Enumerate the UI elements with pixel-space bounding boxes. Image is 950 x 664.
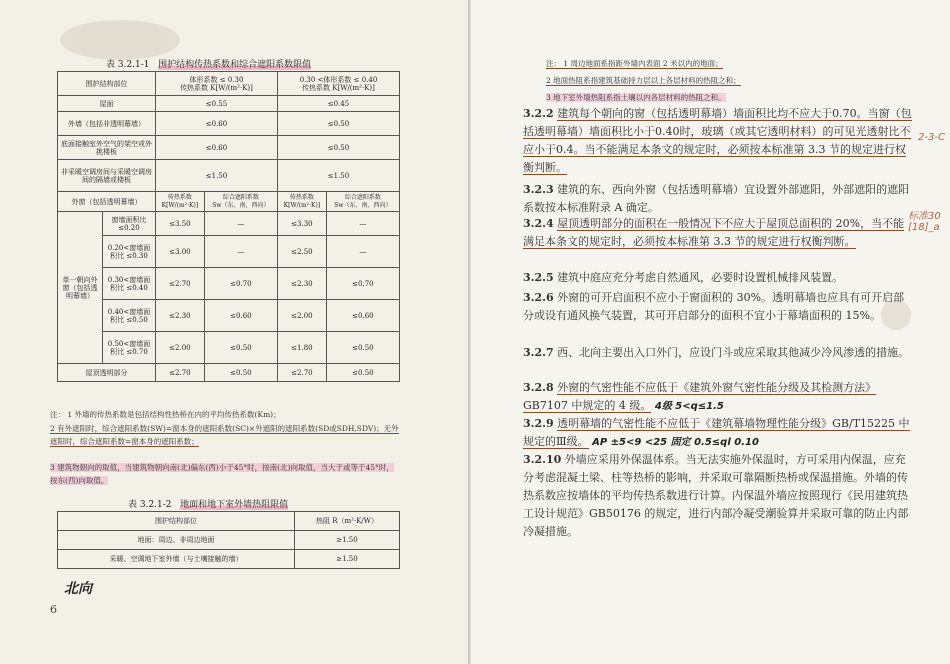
ratio-label: 0.40<窗墙面积比 ≤0.50 <box>103 300 156 332</box>
cell-value: ≤2.70 <box>156 268 205 300</box>
clause-3-2-4 <box>523 215 913 251</box>
table-row <box>58 364 400 382</box>
handwritten-signature: 北向 <box>64 581 92 597</box>
cell-value: — <box>326 212 399 236</box>
table1-note-3 <box>50 461 400 487</box>
clause-text: 透明幕墙的气密性能不应低于《建筑幕墙物理性能分级》GB/T15225 中规定的Ⅲ级。 <box>523 417 910 448</box>
page-number: 6 <box>50 603 57 616</box>
clause-3-2-2 <box>523 105 913 177</box>
cell-value: — <box>204 212 277 236</box>
clause-number: 3.2.4 <box>523 217 554 230</box>
clause-3-2-3 <box>523 181 913 217</box>
clause-text: 建筑每个朝向的窗（包括透明幕墙）墙面积比均不应大于0.70。当窗（包括透明幕墙）墙面积比小于0.40时，玻璃（或其它透明材料）的可见光透射比不应小于0.4。当不能满足本条文的规定时，必须按本标准第 3.3 节的规定进行权衡判断。 <box>523 107 912 174</box>
table2-header-value: 热阻 R（m²·K/W） <box>295 512 400 531</box>
table-row <box>58 192 400 212</box>
table-row <box>58 160 400 192</box>
cell-value: ≤3.30 <box>277 212 326 236</box>
margin-note: 标准30 [18]_a <box>908 211 941 233</box>
table-row <box>58 96 400 112</box>
row-label: 外墙（包括非透明幕墙） <box>58 112 156 136</box>
clause-3-2-6 <box>523 289 913 325</box>
table-row <box>58 112 400 136</box>
cell-value: ≤0.50 <box>277 136 399 160</box>
cell-value: ≤0.60 <box>326 300 399 332</box>
cell-value: ≤3.50 <box>156 212 205 236</box>
clause-3-2-7 <box>523 344 913 362</box>
clause-3-2-10 <box>523 451 913 541</box>
row-label: 非采暖空调房间与采暖空调房间的隔墙或楼板 <box>58 160 156 192</box>
left-page <box>0 0 470 664</box>
table2-note-3 <box>546 91 936 104</box>
table1-caption <box>106 57 311 70</box>
cell-value: ≥1.50 <box>295 531 400 550</box>
table2-note-2 <box>546 74 936 87</box>
row-label: 底面接触室外空气的架空或外挑楼板 <box>58 136 156 160</box>
table2-note-1 <box>546 57 936 70</box>
table-row <box>58 268 400 300</box>
cell-value: — <box>326 236 399 268</box>
note-text: 3 建筑物朝向的取值，当建筑物朝向南(北)偏东(西)小于45°时，按南(北)向取值，当大于或等于45°时，按东(西)向取值。 <box>50 463 394 485</box>
cell-value: ≤2.70 <box>156 364 205 382</box>
clause-3-2-5 <box>523 269 913 287</box>
clause-number: 3.2.3 <box>523 183 554 196</box>
table1-note-1: 注： 1 外墙的传热系数是包括结构性热桥在内的平均传热系数(Km)； <box>50 410 281 419</box>
page-smudge <box>60 20 180 60</box>
subheader-k: 传热系数 K[W/(m²·K)] <box>277 192 326 212</box>
handwritten-note: 4级 5<q≤1.5 <box>654 401 724 412</box>
row-label: 地面：周边、非周边地面 <box>58 531 295 550</box>
cell-value: ≤0.50 <box>326 364 399 382</box>
subheader-k: 传热系数 K[W/(m²·K)] <box>156 192 205 212</box>
subheader-sw: 综合遮阳系数 Sw（东、南、西向） <box>204 192 277 212</box>
table2-header-part: 围护结构部位 <box>58 512 295 531</box>
clause-number: 3.2.5 <box>523 271 554 284</box>
table1-header-col1: 体形系数 ≤ 0.30 传热系数 K[W/(m²·K)] <box>156 72 278 96</box>
thermal-resistance-table <box>57 511 400 569</box>
margin-note: 2-3-C <box>918 132 945 143</box>
clause-number: 3.2.9 <box>523 417 554 430</box>
cell-value: ≤0.55 <box>156 96 278 112</box>
table-row <box>58 531 400 550</box>
row-label: 屋顶透明部分 <box>58 364 156 382</box>
cell-value: ≤0.50 <box>326 332 399 364</box>
subheader-sw: 综合遮阳系数 Sw（东、南、西向） <box>326 192 399 212</box>
cell-value: — <box>204 236 277 268</box>
row-label: 采暖、空调地下室外墙（与土壤接触的墙） <box>58 550 295 569</box>
cell-value: ≤0.60 <box>156 136 278 160</box>
cell-value: ≤0.70 <box>326 268 399 300</box>
note-text: 2 有外遮阳时，综合遮阳系数(SW)=窗本身的遮阳系数(SC)×外遮阳的遮阳系数(SD或SDH,SDV)；无外遮阳时，综合遮阳系数=窗本身的遮阳系数； <box>50 424 399 446</box>
cell-value: ≤1.50 <box>277 160 399 192</box>
ratio-label: 0.50<窗墙面积比 ≤0.70 <box>103 332 156 364</box>
cell-value: ≤1.80 <box>277 332 326 364</box>
right-page <box>471 0 950 664</box>
note-text: 3 地下室外墙热阻系指土壤以内各层材料的热阻之和。 <box>546 93 726 102</box>
cell-value: ≥1.50 <box>295 550 400 569</box>
cell-value: ≤0.60 <box>204 300 277 332</box>
table2-title: 地面和地下室外墙热阻限值 <box>180 500 289 510</box>
ratio-label: 0.30<窗墙面积比 ≤0.40 <box>103 268 156 300</box>
table1-number: 表 3.2.1-1 <box>106 60 150 70</box>
table-row <box>58 300 400 332</box>
ratio-label: 窗墙面积比 ≤0.20 <box>103 212 156 236</box>
clause-3-2-8 <box>523 379 913 416</box>
table1-header-col2: 0.30 <体形系数 ≤ 0.40 传热系数 K[W/(m²·K)] <box>277 72 399 96</box>
cell-value: ≤0.70 <box>204 268 277 300</box>
cell-value: ≤2.00 <box>277 300 326 332</box>
note-text: 2 地面热阻系指建筑基础持力层以上各层材料的热阻之和； <box>546 76 741 85</box>
cell-value: ≤2.00 <box>156 332 205 364</box>
clause-text: 建筑中庭应充分考虑自然通风，必要时设置机械排风装置。 <box>557 271 844 284</box>
cell-value: ≤0.50 <box>204 332 277 364</box>
cell-value: ≤0.45 <box>277 96 399 112</box>
clause-text: 外窗的气密性能不应低于《建筑外窗气密性能分级及其检测方法》GB7107 中规定的 4 级。 <box>523 381 877 412</box>
table2-number: 表 3.2.1-2 <box>128 500 172 510</box>
row-label: 屋面 <box>58 96 156 112</box>
cell-value: ≤0.60 <box>156 112 278 136</box>
ratio-label: 0.20<窗墙面积比 ≤0.30 <box>103 236 156 268</box>
table1-header-part: 围护结构部位 <box>58 72 156 96</box>
cell-value: ≤0.50 <box>204 364 277 382</box>
clause-text: 建筑的东、西向外窗（包括透明幕墙）宜设置外部遮阳，外部遮阳的遮阳系数按本标准附录 A 确定。 <box>523 183 910 214</box>
envelope-table <box>57 71 400 382</box>
clause-text: 外墙应采用外保温体系。当无法实施外保温时，方可采用内保温，应充分考虑混凝土梁、柱等热桥的影响，并采取可靠隔断热桥或保温措施。外墙的传热系数应按墙体的平均传热系数进行计算。内保温外墙应按照现行《民用建筑热工设计规范》GB50176 的规定，进行内部冷凝受潮验算并采取可靠的防止内部冷凝措施。 <box>523 453 909 538</box>
window-group-label: 单一朝向外窗（包括透明幕墙） <box>58 212 103 364</box>
clause-text: 屋顶透明部分的面积在一般情况下不应大于屋顶总面积的 20%，当不能满足本条文的规定时，必须按本标准第 3.3 节的规定进行权衡判断。 <box>523 217 905 248</box>
cell-value: ≤3.00 <box>156 236 205 268</box>
table-row <box>58 136 400 160</box>
cell-value: ≤0.50 <box>277 112 399 136</box>
clause-text: 西、北向主要出入口外门，应设门斗或应采取其他减少冷风渗透的措施。 <box>557 346 910 359</box>
table-row <box>58 236 400 268</box>
cell-value: ≤2.70 <box>277 364 326 382</box>
clause-number: 3.2.6 <box>523 291 554 304</box>
table-row <box>58 550 400 569</box>
handwritten-note: AP ±5<9 <25 固定 0.5≤ql 0.10 <box>592 437 759 448</box>
cell-value: ≤2.50 <box>277 236 326 268</box>
note-text: 注： 1 周边地面系指距外墙内表面 2 米以内的地面； <box>546 59 723 68</box>
clause-number: 3.2.10 <box>523 453 562 466</box>
cell-value: ≤2.30 <box>277 268 326 300</box>
table-row <box>58 212 400 236</box>
clause-number: 3.2.7 <box>523 346 554 359</box>
clause-number: 3.2.2 <box>523 107 554 120</box>
window-header-label: 外窗（包括透明幕墙） <box>58 192 156 212</box>
table1-note-2 <box>50 422 400 448</box>
cell-value: ≤1.50 <box>156 160 278 192</box>
clause-text: 外窗的可开启面积不应小于窗面积的 30%。透明幕墙也应具有可开启部分或设有通风换气装置，其可开启部分的面积不宜小于幕墙面积的 15%。 <box>523 291 905 322</box>
table2-caption <box>128 497 288 510</box>
table1-title: 围护结构传热系数和综合遮阳系数限值 <box>158 60 312 70</box>
clause-number: 3.2.8 <box>523 381 554 394</box>
clause-3-2-9 <box>523 415 913 452</box>
cell-value: ≤2.30 <box>156 300 205 332</box>
table-row <box>58 332 400 364</box>
